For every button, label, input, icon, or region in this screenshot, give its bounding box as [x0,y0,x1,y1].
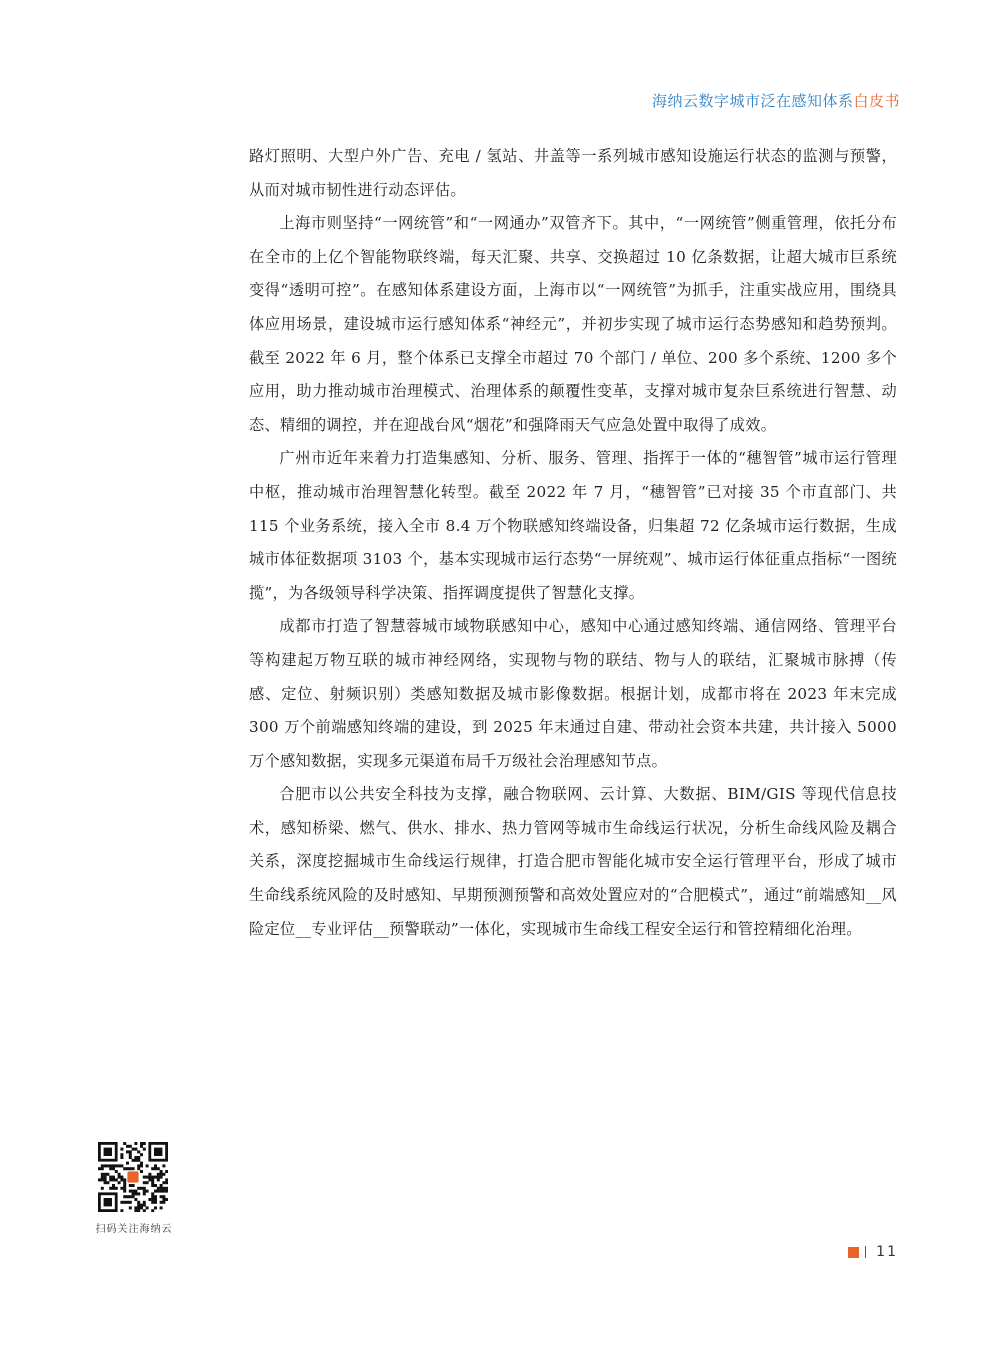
qr-code[interactable] [98,1142,168,1212]
page-number: 11 [876,1244,898,1260]
qr-code-icon [98,1142,168,1212]
paragraph-hefei: 合肥市以公共安全科技为支撑，融合物联网、云计算、大数据、BIM/GIS 等现代信息技术，感知桥梁、燃气、供水、排水、热力管网等城市生命线运行状况，分析生命线风险及耦合关系，深度挖掘城市生命线运行规律，打造合肥市智能化城市安全运行管理平台，形成了城市生命线系统风险的及时感知、早期预测预警和高效处置应对的“合肥模式”，通过“前端感知__风险定位__专业评估__预警联动”一体化，实现城市生命线工程安全运行和管控精细化治理。 [249,785,897,938]
page-footer [848,1244,898,1260]
paragraph-shanghai: 上海市则坚持“一网统管”和“一网通办”双管齐下。其中，“一网统管”侧重管理，依托分布在全市的上亿个智能物联终端，每天汇聚、共享、交换超过 10 亿条数据，让超大城市巨系统变得“透明可控”。在感知体系建设方面，上海市以“一网统管”为抓手，注重实战应用，围绕具体应用场景，建设城市运行感知体系“神经元”，并初步实现了城市运行态势感知和趋势预判。截至 2022 年 6 月，整个体系已支撑全市超过 70 个部门 / 单位、200 多个系统、1200 多个应用，助力推动城市治理模式、治理体系的颠覆性变革，支撑对城市复杂巨系统进行智慧、动态、精细的调控，并在迎战台风“烟花”和强降雨天气应急处置中取得了成效。 [249,214,897,434]
brand-logo-icon [127,1171,138,1182]
article-body [249,140,897,946]
running-header [652,90,900,111]
header-title-accent: 白皮书 [853,92,900,110]
qr-caption: 扫码关注海纳云 [95,1224,173,1235]
header-title: 海纳云数字城市泛在感知体系 [651,92,854,110]
footer-marker-icon [848,1247,859,1258]
paragraph-chengdu: 成都市打造了智慧蓉城市域物联感知中心，感知中心通过感知终端、通信网络、管理平台等构建起万物互联的城市神经网络，实现物与物的联结、物与人的联结，汇聚城市脉搏（传感、定位、射频识别）类感知数据及城市影像数据。根据计划，成都市将在 2023 年末完成 300 万个前端感知终端的建设，到 2025 年末通过自建、带动社会资本共建，共计接入 5000 万个感知数据，实现多元渠道布局千万级社会治理感知节点。 [249,617,897,770]
paragraph-guangzhou: 广州市近年来着力打造集感知、分析、服务、管理、指挥于一体的“穗智管”城市运行管理中枢，推动城市治理智慧化转型。截至 2022 年 7 月，“穗智管”已对接 35 个市直部门、共 115 个业务系统，接入全市 8.4 万个物联感知终端设备，归集超 72 亿条城市运行数据，生成城市体征数据项 3103 个，基本实现城市运行态势“一屏统观”、城市运行体征重点指标“一图统揽”，为各级领导科学决策、指挥调度提供了智慧化支撑。 [249,449,897,602]
footer-divider [865,1246,866,1258]
paragraph-continued: 路灯照明、大型户外广告、充电 / 氢站、井盖等一系列城市感知设施运行状态的监测与预警，从而对城市韧性进行动态评估。 [249,147,897,199]
